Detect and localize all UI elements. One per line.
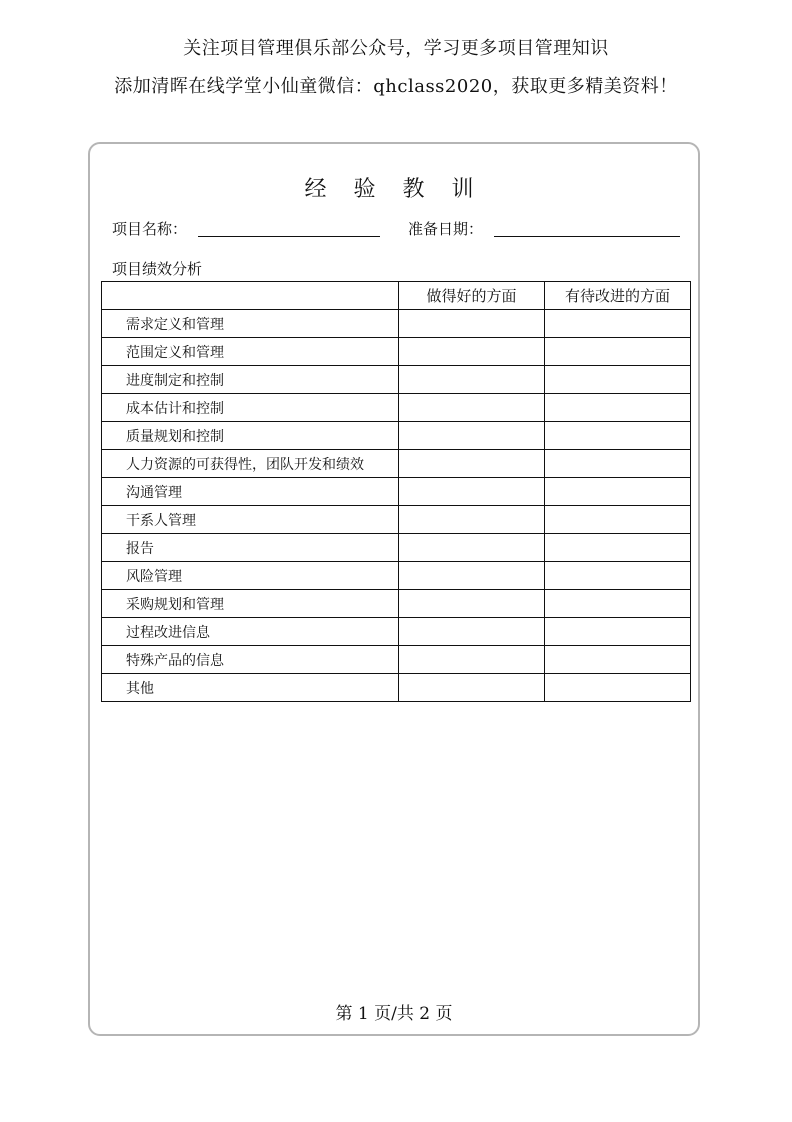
cell-to-improve[interactable] (545, 534, 691, 562)
row-label: 需求定义和管理 (102, 310, 399, 338)
row-label: 风险管理 (102, 562, 399, 590)
table-row (102, 478, 691, 506)
cell-done-well[interactable] (399, 590, 545, 618)
prepare-date-field[interactable] (494, 236, 680, 237)
row-label: 质量规划和控制 (102, 422, 399, 450)
row-label: 人力资源的可获得性，团队开发和绩效 (102, 450, 399, 478)
cell-to-improve[interactable] (545, 646, 691, 674)
cell-to-improve[interactable] (545, 422, 691, 450)
cell-done-well[interactable] (399, 366, 545, 394)
cell-to-improve[interactable] (545, 310, 691, 338)
row-label: 干系人管理 (102, 506, 399, 534)
performance-analysis-table (101, 281, 691, 702)
row-label: 进度制定和控制 (102, 366, 399, 394)
promo-line-2: 添加清晖在线学堂小仙童微信：qhclass2020，获取更多精美资料！ (114, 76, 678, 97)
cell-to-improve[interactable] (545, 618, 691, 646)
row-label: 沟通管理 (102, 478, 399, 506)
cell-to-improve[interactable] (545, 338, 691, 366)
table-row (102, 366, 691, 394)
cell-done-well[interactable] (399, 310, 545, 338)
cell-done-well[interactable] (399, 478, 545, 506)
cell-done-well[interactable] (399, 338, 545, 366)
table-row (102, 534, 691, 562)
header-to-improve: 有待改进的方面 (545, 282, 691, 310)
row-label: 成本估计和控制 (102, 394, 399, 422)
cell-done-well[interactable] (399, 506, 545, 534)
cell-to-improve[interactable] (545, 394, 691, 422)
document-title: 经 验 教 训 (304, 177, 484, 202)
header-blank (102, 282, 399, 310)
cell-to-improve[interactable] (545, 506, 691, 534)
row-label: 过程改进信息 (102, 618, 399, 646)
table-row (102, 394, 691, 422)
project-name-field[interactable] (198, 236, 380, 237)
cell-done-well[interactable] (399, 394, 545, 422)
prepare-date-label: 准备日期： (408, 220, 484, 238)
page-number: 第 1 页/共 2 页 (335, 1004, 453, 1024)
row-label: 特殊产品的信息 (102, 646, 399, 674)
cell-to-improve[interactable] (545, 478, 691, 506)
cell-to-improve[interactable] (545, 562, 691, 590)
row-label: 其他 (102, 674, 399, 702)
cell-to-improve[interactable] (545, 366, 691, 394)
promo-line-1: 关注项目管理俱乐部公众号，学习更多项目管理知识 (183, 38, 609, 59)
table-row (102, 506, 691, 534)
row-label: 范围定义和管理 (102, 338, 399, 366)
table-row (102, 338, 691, 366)
table-row (102, 674, 691, 702)
cell-done-well[interactable] (399, 674, 545, 702)
section-label: 项目绩效分析 (112, 260, 203, 278)
project-name-label: 项目名称： (112, 220, 188, 238)
table-row (102, 618, 691, 646)
table-row (102, 450, 691, 478)
table-row (102, 562, 691, 590)
cell-to-improve[interactable] (545, 590, 691, 618)
cell-done-well[interactable] (399, 450, 545, 478)
header-done-well: 做得好的方面 (399, 282, 545, 310)
cell-done-well[interactable] (399, 646, 545, 674)
cell-done-well[interactable] (399, 534, 545, 562)
table-header-row (102, 282, 691, 310)
cell-to-improve[interactable] (545, 450, 691, 478)
cell-done-well[interactable] (399, 562, 545, 590)
cell-done-well[interactable] (399, 618, 545, 646)
table-row (102, 422, 691, 450)
table-row (102, 310, 691, 338)
row-label: 采购规划和管理 (102, 590, 399, 618)
cell-to-improve[interactable] (545, 674, 691, 702)
row-label: 报告 (102, 534, 399, 562)
cell-done-well[interactable] (399, 422, 545, 450)
table-row (102, 646, 691, 674)
table-row (102, 590, 691, 618)
